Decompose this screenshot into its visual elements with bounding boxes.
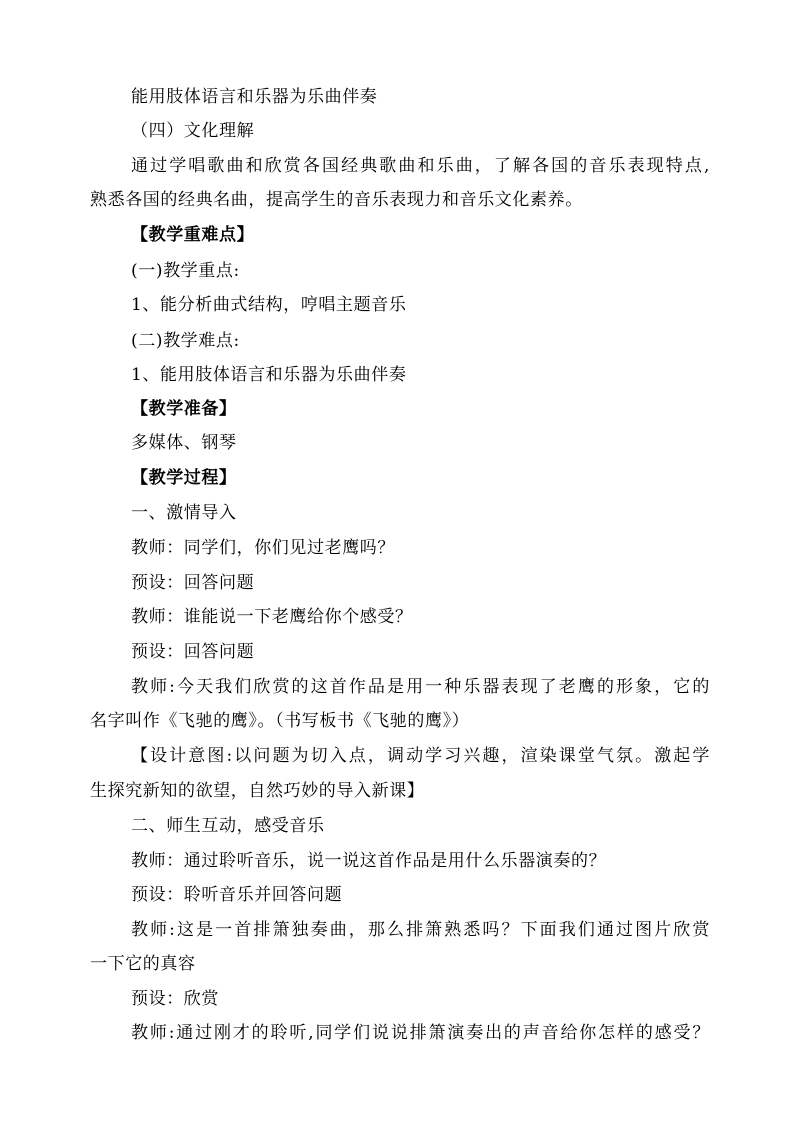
paragraph-line: 教师:这是一首排箫独奏曲，那么排箫熟悉吗？下面我们通过图片欣赏 [131,920,710,940]
paragraph-line: 教师：通过聆听音乐，说一说这首作品是用什么乐器演奏的？ [131,851,607,871]
paragraph-line: 多媒体、钢琴 [131,433,237,453]
paragraph-line: 教师：谁能说一下老鹰给你个感受？ [131,607,413,627]
paragraph-line: 名字叫作《飞驰的鹰》。（书写板书《飞驰的鹰》） [90,711,470,731]
paragraph-line: 预设：聆听音乐并回答问题 [131,885,343,905]
section-heading-culture: （四）文化理解 [131,121,255,141]
paragraph-line: 教师：同学们，你们见过老鹰吗？ [131,538,395,558]
paragraph-line: 一下它的真容 [90,954,196,974]
design-intent-line: 【设计意图:以问题为切入点，调动学习兴趣，渲染课堂气氛。激起学 [131,746,710,766]
heading-preparation: 【教学准备】 [131,399,237,419]
heading-process: 【教学过程】 [131,468,237,488]
paragraph-line: 教师:通过刚才的聆听,同学们说说排箫演奏出的声音给你怎样的感受？ [131,1023,710,1043]
paragraph-line: 能用肢体语言和乐器为乐曲伴奏 [131,87,378,107]
heading-key-points: 【教学重难点】 [131,225,255,245]
subheading-interaction: 二、师生互动，感受音乐 [131,816,325,836]
paragraph-line: 预设：欣赏 [131,989,219,1009]
paragraph-line: 通过学唱歌曲和欣赏各国经典歌曲和乐曲，了解各国的音乐表现特点, [131,156,710,176]
paragraph-line: 预设：回答问题 [131,642,255,662]
paragraph-line: 1、能用肢体语言和乐器为乐曲伴奏 [131,365,407,385]
subheading-difficulty: (二)教学难点: [131,331,240,351]
paragraph-line: 预设：回答问题 [131,573,255,593]
paragraph-line: 1、能分析曲式结构，哼唱主题音乐 [131,295,407,315]
subheading-focus: (一)教学重点: [131,261,240,281]
subheading-introduction: 一、激情导入 [131,503,237,523]
paragraph-line: 教师:今天我们欣赏的这首作品是用一种乐器表现了老鹰的形象，它的 [131,677,710,697]
paragraph-line: 熟悉各国的经典名曲，提高学生的音乐表现力和音乐文化素养。 [90,190,583,210]
design-intent-line: 生探究新知的欲望，自然巧妙的导入新课】 [90,781,425,801]
